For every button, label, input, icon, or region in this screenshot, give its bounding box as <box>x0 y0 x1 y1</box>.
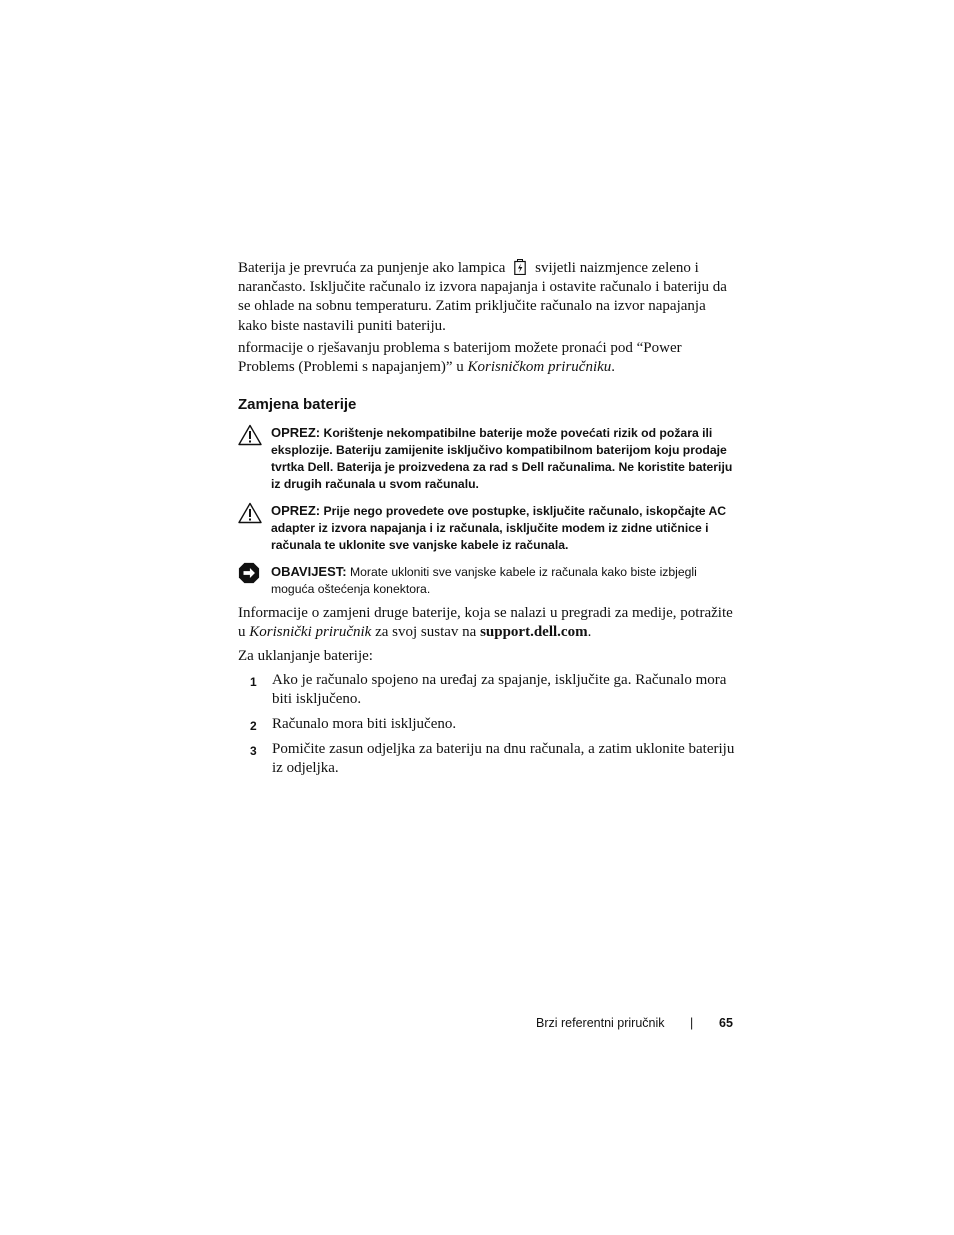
section-heading: Zamjena baterije <box>238 396 357 413</box>
footer-title: Brzi referentni priručnik <box>536 1016 665 1030</box>
caution-text: Korištenje nekompatibilne baterije može povećati rizik od požara ili eksplozije. Bateriju zamijenite isključivo kompatibilnom baterijom koju prodaje tvrtka Dell. Baterija je proizvedena za rad s Dell računalima. Ne koristite bateriju iz drugih računala u svom računalu. <box>271 426 733 491</box>
step-number: 3 <box>250 744 257 758</box>
paragraph-text: svijetli naizmjence zeleno i narančasto. Isključite računalo iz izvora napajanja i ostavite računalo i bateriju da se ohlade na sobnu temperaturu. Zatim priključite računalo na izvor napajanja kako biste nastavili puniti bateriju. <box>238 260 727 334</box>
period: . <box>587 624 592 641</box>
step-text: Pomičite zasun odjeljka za bateriju na dnu računala, a zatim uklonite bateriju iz odjeljka. <box>272 741 735 777</box>
paragraph-text: za svoj sustav na <box>375 624 477 641</box>
other-battery-paragraph <box>238 604 738 642</box>
caution-triangle-icon <box>238 502 262 524</box>
caution-label: OPREZ: <box>271 425 321 440</box>
battery-charging-icon <box>514 259 526 275</box>
notice-block <box>238 563 738 598</box>
period: . <box>611 359 616 376</box>
caution-text: Prije nego provedete ove postupke, isključite računalo, iskopčajte AC adapter iz izvora napajanja i iz računala, isključite modem iz zidne utičnice i računala te uklonite sve vanjske kabele iz računala. <box>271 504 727 552</box>
list-item <box>238 671 738 709</box>
caution-notice-2 <box>238 502 738 554</box>
step-number: 2 <box>250 719 257 733</box>
list-item <box>238 715 738 734</box>
caution-notice-1 <box>238 424 738 493</box>
page-number: 65 <box>719 1016 733 1030</box>
footer-separator: | <box>690 1016 694 1030</box>
support-link[interactable]: support.dell.com <box>480 624 588 641</box>
step-text: Ako je računalo spojeno na uređaj za spajanje, isključite ga. Računalo mora biti isključeno. <box>272 672 727 708</box>
removal-intro: Za uklanjanje baterije: <box>238 648 373 664</box>
manual-reference: Korisnički priručnik <box>249 624 372 641</box>
caution-triangle-icon <box>238 424 262 446</box>
battery-hot-paragraph <box>238 259 738 336</box>
manual-reference: Korisničkom priručniku <box>467 359 612 376</box>
troubleshooting-paragraph <box>238 339 738 377</box>
paragraph-text: Informacije o zamjeni druge baterije, koja se nalazi u pregradi za medije, potražite u <box>238 605 733 641</box>
notice-icon <box>238 562 260 584</box>
step-text: Računalo mora biti isključeno. <box>272 716 457 732</box>
step-number: 1 <box>250 675 257 689</box>
paragraph-text: nformacije o rješavanju problema s baterijom možete pronaći pod “Power Problems (Problemi s napajanjem)” u <box>238 340 682 376</box>
paragraph-text: Baterija je prevruća za punjenje ako lampica <box>238 260 506 276</box>
notice-text: Morate ukloniti sve vanjske kabele iz računala kako biste izbjegli moguća oštećenja konektora. <box>271 565 697 596</box>
notice-label: OBAVIJEST: <box>271 564 347 579</box>
caution-label: OPREZ: <box>271 503 321 518</box>
list-item <box>238 740 738 778</box>
